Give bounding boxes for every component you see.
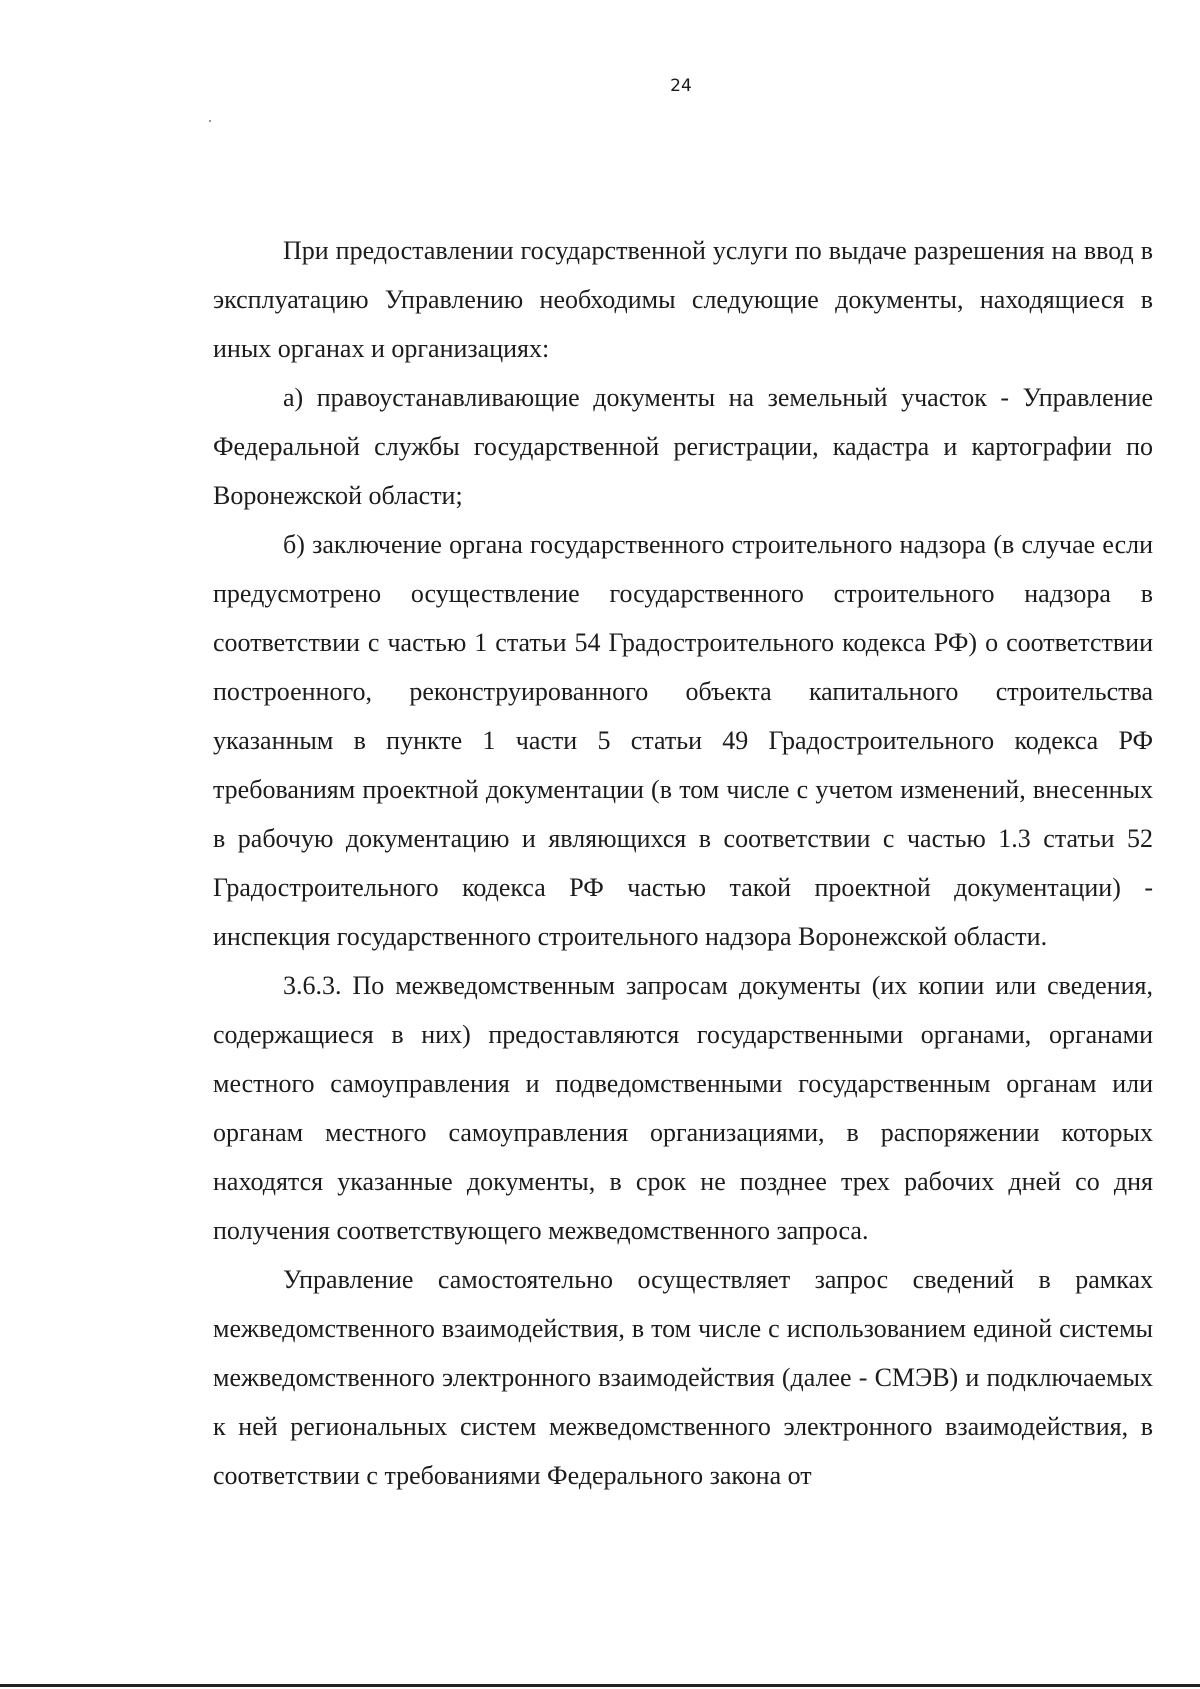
scan-speck	[209, 120, 211, 122]
paragraph-item-b: б) заключение органа государственного строительного надзора (в случае если предусмотрено осуществление государственного строительного надзора в соответствии с частью 1 статьи 54 Градостроительного кодекса РФ) о соответствии построенного, реконструированного объекта капитального строительства указанным в пункте 1 части 5 статьи 49 Градостроительного кодекса РФ требованиям проектной документации (в том числе с учетом изменений, внесенных в рабочую документацию и являющихся в соответствии с частью 1.3 статьи 52 Градостроительного кодекса РФ частью такой проектной документации) - инспекция государственного строительного надзора Воронежской области.	[213, 530, 1153, 951]
body-text	[213, 226, 1153, 1500]
page-number: 24	[670, 76, 692, 96]
paragraph-3-6-3: 3.6.3. По межведомственным запросам документы (их копии или сведения, содержащиеся в них) предоставляются государственными органами, органами местного самоуправления и подведомственными государственным органам или органам местного самоуправления организациями, в распоряжении которых находятся указанные документы, в срок не позднее трех рабочих дней со дня получения соответствующего межведомственного запроса.	[213, 971, 1153, 1245]
scan-bottom-edge	[0, 1684, 1200, 1687]
paragraph-intro: При предоставлении государственной услуги по выдаче разрешения на ввод в эксплуатацию Управлению необходимы следующие документы, находящиеся в иных органах и организациях:	[213, 236, 1153, 363]
paragraph-item-a: а) правоустанавливающие документы на земельный участок - Управление Федеральной службы государственной регистрации, кадастра и картографии по Воронежской области;	[213, 383, 1153, 510]
paragraph-smev: Управление самостоятельно осуществляет запрос сведений в рамках межведомственного взаимодействия, в том числе с использованием единой системы межведомственного электронного взаимодействия (далее - СМЭВ) и подключаемых к ней региональных систем межведомственного электронного взаимодействия, в соответствии с требованиями Федерального закона от	[213, 1265, 1153, 1490]
